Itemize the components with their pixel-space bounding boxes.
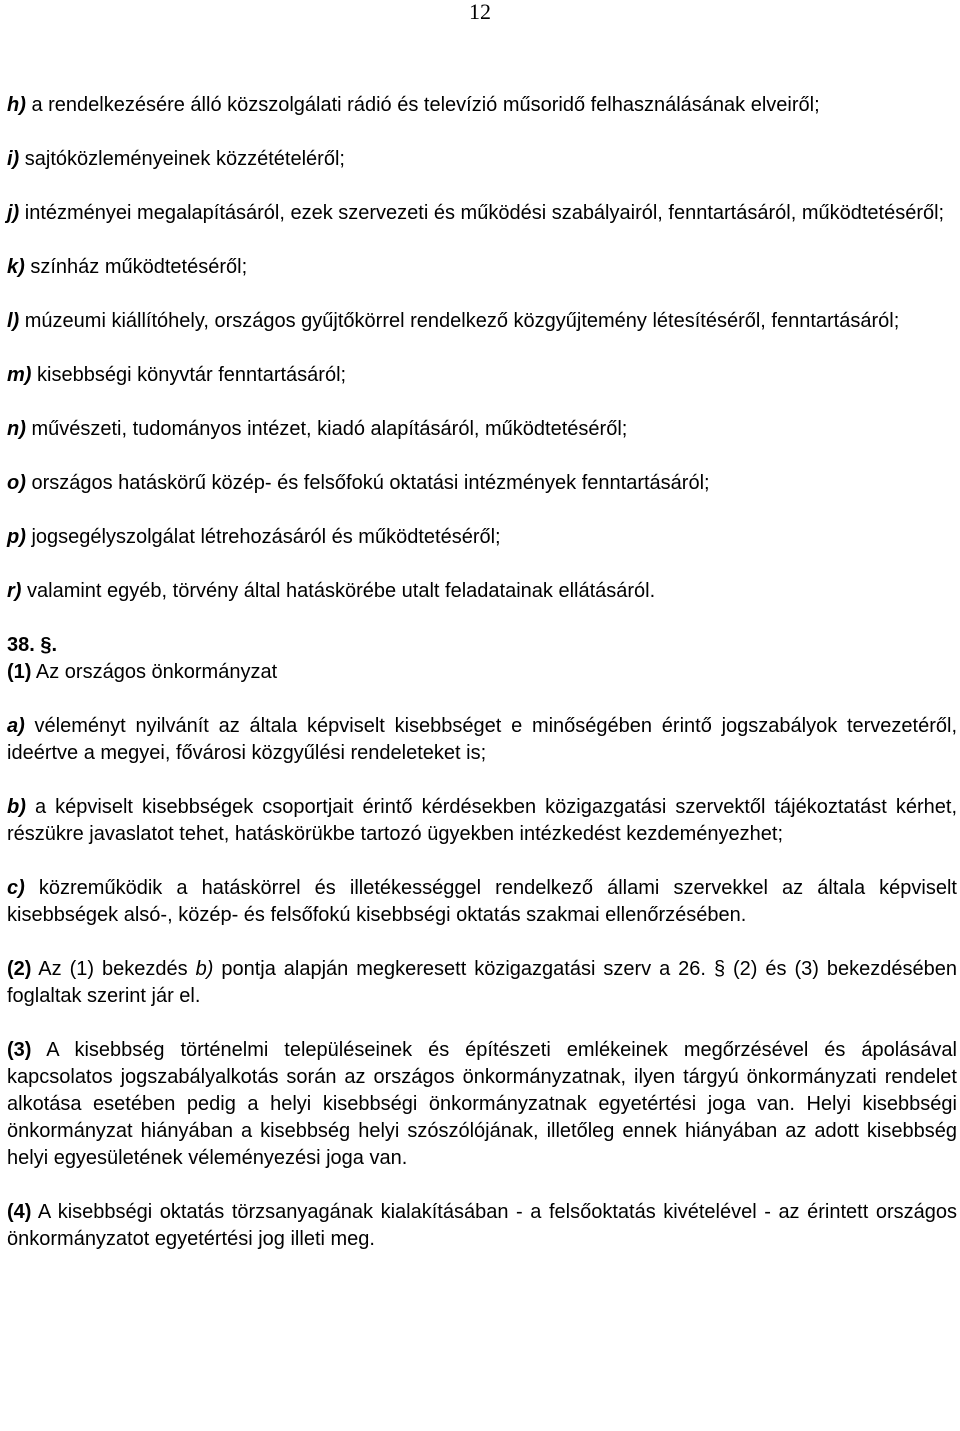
item-marker: a)	[7, 715, 25, 737]
page-number: 12	[469, 0, 491, 24]
item-text: országos hatáskörű közép- és felsőfokú oktatási intézmények fenntartásáról;	[25, 472, 710, 494]
item-text: színház működtetéséről;	[24, 256, 248, 278]
paragraph-text: A kisebbségi oktatás törzsanyagának kialakításában - a felsőoktatás kivételével - az érintett országos önkormányzatot egyetértési jog illeti meg.	[7, 1201, 957, 1250]
paragraph-marker: (3)	[7, 1039, 32, 1061]
item-marker: p)	[7, 526, 26, 548]
section-heading: 38. §.	[7, 634, 58, 656]
paragraph-1	[7, 659, 957, 686]
list-item-n	[7, 416, 957, 443]
paragraph-marker: (2)	[7, 958, 32, 980]
item-marker: m)	[7, 364, 32, 386]
item-text: valamint egyéb, törvény által hatáskörébe utalt feladatainak ellátásáról.	[21, 580, 656, 602]
list-item-o	[7, 470, 957, 497]
item-text: a rendelkezésére álló közszolgálati rádió és televízió műsoridő felhasználásának elveiről;	[25, 94, 820, 116]
list-item-k	[7, 254, 957, 281]
paragraph-text: Az (1) bekezdés	[31, 958, 196, 980]
item-marker: o)	[7, 472, 26, 494]
list-item-i	[7, 146, 957, 173]
list-item-j	[7, 200, 957, 227]
paragraph-text: A kisebbség történelmi településeinek és építészeti emlékeinek megőrzésével és ápolásával kapcsolatos jogszabályalkotás során az országos önkormányzatnak, ilyen tárgyú önkormányzati rendelet alkotása esetében pedig a helyi kisebbségi önkormányzatnak egyetértési joga van. Helyi kisebbségi önkormányzat hiányában a kisebbség helyi szószólójának, illetőleg ennek hiányában az adott kisebbség helyi egyesületének véleményezési joga van.	[7, 1039, 957, 1169]
item-text: kisebbségi könyvtár fenntartásáról;	[31, 364, 347, 386]
item-text: véleményt nyilvánít az általa képviselt kisebbséget e minőségében érintő jogszabályok tervezetéről, ideértve a megyei, fővárosi közgyűlési rendeleteket is;	[7, 715, 957, 764]
list-item-r	[7, 578, 957, 605]
item-text: sajtóközleményeinek közzétételéről;	[19, 148, 345, 170]
sub-item-a	[7, 713, 957, 767]
item-marker: i)	[7, 148, 20, 170]
item-text: jogsegélyszolgálat létrehozásáról és működtetéséről;	[25, 526, 501, 548]
item-text: a képviselt kisebbségek csoportjait érintő kérdésekben közigazgatási szervektől tájékoztatást kérhet, részükre javaslatot tehet, hatáskörükbe tartozó ügyekben intézkedést kezdeményezhet;	[7, 796, 957, 845]
list-item-m	[7, 362, 957, 389]
paragraph-text: Az országos önkormányzat	[31, 661, 278, 683]
paragraph-3	[7, 1037, 957, 1172]
item-text: múzeumi kiállítóhely, országos gyűjtőkörrel rendelkező közgyűjtemény létesítéséről, fenntartásáról;	[19, 310, 900, 332]
paragraph-text: pontja alapján megkeresett közigazgatási szerv a 26. § (2) és (3) bekezdésében foglaltak szerint jár el.	[7, 958, 957, 1007]
item-text: intézményei megalapításáról, ezek szervezeti és működési szabályairól, fenntartásáról, működtetéséről;	[19, 202, 945, 224]
item-marker: h)	[7, 94, 26, 116]
item-marker: n)	[7, 418, 26, 440]
item-text: művészeti, tudományos intézet, kiadó alapításáról, működtetéséről;	[25, 418, 628, 440]
item-marker: j)	[7, 202, 20, 224]
sub-item-b	[7, 794, 957, 848]
list-item-p	[7, 524, 957, 551]
sub-item-c	[7, 875, 957, 929]
item-marker: b)	[7, 796, 26, 818]
item-marker: r)	[7, 580, 22, 602]
paragraph-2	[7, 956, 957, 1010]
item-marker: c)	[7, 877, 25, 899]
list-item-l	[7, 308, 957, 335]
list-item-h	[7, 92, 957, 119]
item-marker: k)	[7, 256, 25, 278]
item-text: közreműködik a hatáskörrel és illetékességgel rendelkező állami szervekkel az általa képviselt kisebbségek alsó-, közép- és felsőfokú kisebbségi oktatás szakmai ellenőrzésében.	[7, 877, 957, 926]
paragraph-marker: (1)	[7, 661, 32, 683]
item-marker: l)	[7, 310, 20, 332]
document-body	[7, 92, 957, 1253]
paragraph-marker: (4)	[7, 1201, 32, 1223]
paragraph-4	[7, 1199, 957, 1253]
paragraph-reference: b)	[195, 958, 214, 980]
